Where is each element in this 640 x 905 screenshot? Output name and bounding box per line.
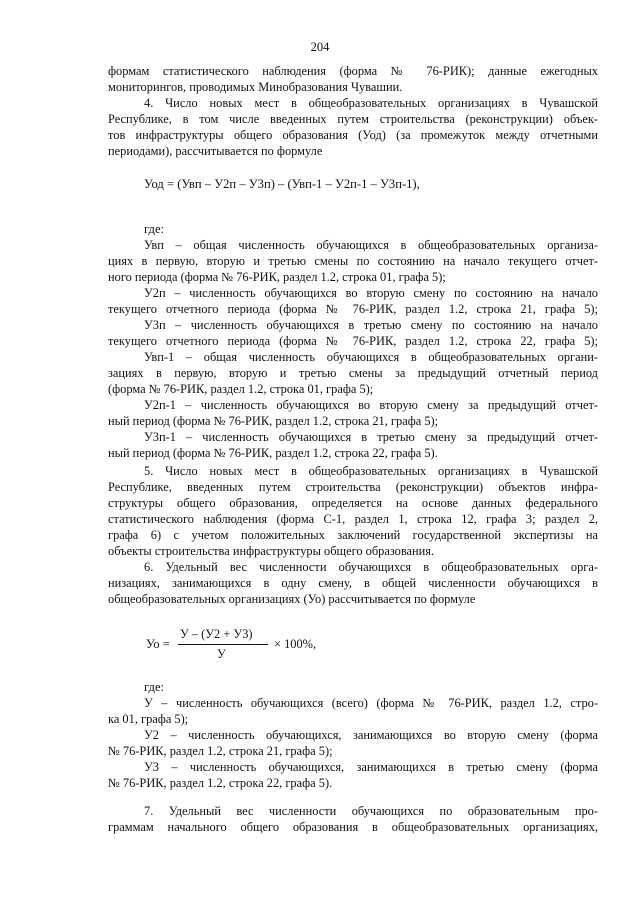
text-line: графа 6) с учетом положительных заключений государственной экспертизы на bbox=[108, 528, 598, 542]
text-line: ный период (форма № 76-РИК, раздел 1.2, строка 22, графа 5). bbox=[108, 446, 438, 460]
paragraph-block-2 bbox=[108, 463, 598, 607]
text-line: текущего отчетного периода (форма № 76-РИК, раздел 1.2, строка 21, графа 5); bbox=[108, 302, 598, 316]
text-line: ка 01, графа 5); bbox=[108, 712, 189, 726]
definitions-block-2 bbox=[108, 695, 598, 791]
text-line: текущего отчетного периода (форма № 76-РИК, раздел 1.2, строка 22, графа 5); bbox=[108, 334, 598, 348]
paragraph-block-3 bbox=[108, 803, 598, 835]
text-line: зациях в первую, вторую и третью смены за предыдущий отчетный период bbox=[108, 366, 598, 380]
text-line: тов инфраструктуры общего образования (Уод) (за промежуток между отчетными bbox=[108, 128, 598, 142]
formula-numerator: У – (У2 + У3) bbox=[180, 627, 253, 641]
text-line: объекты строительства инфраструктуры общего образования. bbox=[108, 544, 435, 558]
text-line: 4. Число новых мест в общеобразовательных организациях в Чувашской bbox=[144, 96, 598, 110]
text-line: № 76-РИК, раздел 1.2, строка 21, графа 5); bbox=[108, 744, 333, 758]
text-line: (форма № 76-РИК, раздел 1.2, строка 01, графа 5); bbox=[108, 382, 374, 396]
text-line: 7. Удельный вес численности обучающихся по образовательным про- bbox=[144, 804, 598, 818]
page-number: 204 bbox=[310, 40, 330, 54]
text-line: У2 – численность обучающихся, занимающихся во вторую смену (форма bbox=[144, 728, 598, 742]
formula-suffix: × 100%, bbox=[274, 637, 317, 651]
text-line: Республике, в том числе введенных путем строительства (реконструкции) объек- bbox=[108, 112, 598, 126]
text-line: У2п – численность обучающихся во вторую смену по состоянию на начало bbox=[144, 286, 598, 300]
text-line: Увп-1 – общая численность обучающихся в общеобразовательных органи- bbox=[144, 350, 598, 364]
text-line: мониторингов, проводимых Минобразования Чувашии. bbox=[108, 80, 403, 94]
text-line: У3п-1 – численность обучающихся в третью смену за предыдущий отчет- bbox=[144, 430, 598, 444]
fraction-bar bbox=[178, 644, 268, 645]
where-label: где: bbox=[144, 680, 165, 694]
text-line: Республике, введенных путем строительства (реконструкции) объектов инфра- bbox=[108, 480, 598, 494]
formula-lhs: Уо = bbox=[146, 637, 170, 651]
text-line: низациях, занимающихся в одну смену, в общей численности обучающихся в bbox=[108, 576, 598, 590]
text-line: У – численность обучающихся (всего) (форма № 76-РИК, раздел 1.2, стро- bbox=[144, 696, 598, 710]
formula-uod: Уод = (Увп – У2п – У3п) – (Увп-1 – У2п-1 – У3п-1), bbox=[144, 177, 420, 191]
text-line: 6. Удельный вес численности обучающихся в общеобразовательных орга- bbox=[144, 560, 598, 574]
text-line: ный период (форма № 76-РИК, раздел 1.2, строка 21, графа 5); bbox=[108, 414, 439, 428]
formula-denominator: У bbox=[217, 647, 226, 661]
text-line: общеобразовательных организациях (Уо) рассчитывается по формуле bbox=[108, 592, 476, 606]
text-line: периодами), рассчитывается по формуле bbox=[108, 144, 323, 158]
text-line: структуры общего образования, определяется на основе данных федерального bbox=[108, 496, 598, 510]
text-line: У3п – численность обучающихся в третью смену по состоянию на начало bbox=[144, 318, 598, 332]
text-line: У2п-1 – численность обучающихся во вторую смену за предыдущий отчет- bbox=[144, 398, 598, 412]
where-label: где: bbox=[144, 222, 165, 236]
text-line: граммам начального общего образования в общеобразовательных организациях, bbox=[108, 820, 598, 834]
definitions-block-1 bbox=[108, 237, 598, 461]
text-line: формам статистического наблюдения (форма № 76-РИК); данные ежегодных bbox=[108, 64, 598, 78]
text-line: 5. Число новых мест в общеобразовательных организациях в Чувашской bbox=[144, 464, 598, 478]
formula-uo bbox=[146, 624, 346, 664]
text-line: № 76-РИК, раздел 1.2, строка 22, графа 5). bbox=[108, 776, 333, 790]
text-line: статистического наблюдения (форма С-1, раздел 1, строка 12, графа 3; раздел 2, bbox=[108, 512, 598, 526]
paragraph-block-1 bbox=[108, 63, 598, 159]
text-line: У3 – численность обучающихся, занимающихся в третью смену (форма bbox=[144, 760, 598, 774]
text-line: ного периода (форма № 76-РИК, раздел 1.2, строка 01, графа 5); bbox=[108, 270, 446, 284]
text-line: циях в первую, вторую и третью смены по состоянию на начало текущего отчет- bbox=[108, 254, 598, 268]
text-line: Увп – общая численность обучающихся в общеобразовательных организа- bbox=[144, 238, 598, 252]
